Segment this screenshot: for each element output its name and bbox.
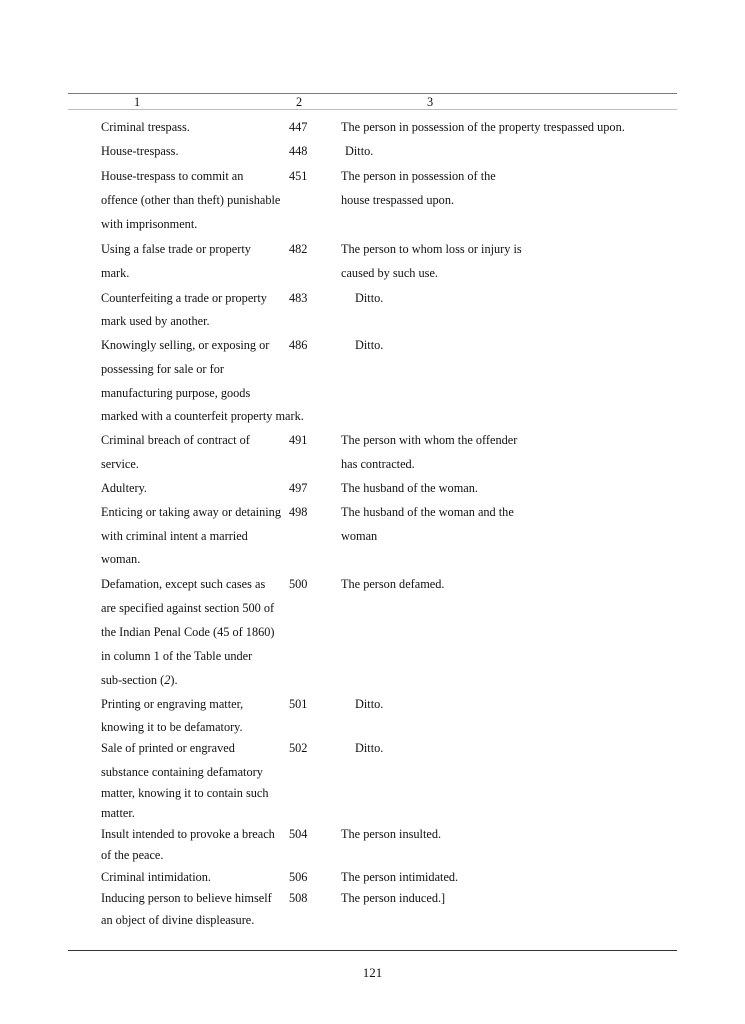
person-line: Ditto. — [355, 741, 384, 755]
section-number: 497 — [289, 481, 308, 495]
offence-line: matter. — [101, 806, 135, 820]
person-line: The person with whom the offender — [341, 433, 518, 447]
person-line: The person induced.] — [341, 891, 446, 905]
offence-line: Using a false trade or property — [101, 242, 251, 256]
offence-line: Sale of printed or engraved — [101, 741, 235, 755]
person-line: The person defamed. — [341, 577, 445, 591]
offence-line: are specified against section 500 of — [101, 601, 275, 615]
person-line: The person to whom loss or injury is — [341, 242, 522, 256]
column-header-3: 3 — [427, 95, 434, 109]
section-number: 483 — [289, 291, 308, 305]
offence-line: Printing or engraving matter, — [101, 697, 244, 711]
offence-line: Inducing person to believe himself — [101, 891, 272, 905]
section-number: 506 — [289, 870, 308, 884]
person-line: woman — [341, 529, 378, 543]
header-rule — [68, 109, 677, 110]
offence-line: Criminal trespass. — [101, 120, 190, 134]
person-line: caused by such use. — [341, 266, 438, 280]
offence-line: Enticing or taking away or detaining — [101, 505, 281, 519]
offence-line: an object of divine displeasure. — [101, 913, 255, 927]
column-header-2: 2 — [296, 95, 303, 109]
offence-line: Insult intended to provoke a breach — [101, 827, 275, 841]
offence-line: in column 1 of the Table under — [101, 649, 253, 663]
offence-line: sub-section (2). — [101, 673, 178, 687]
column-header-1: 1 — [134, 95, 141, 109]
person-line: The husband of the woman. — [341, 481, 478, 495]
person-line: The person in possession of the property trespassed upon. — [341, 120, 625, 134]
offence-line: Criminal breach of contract of — [101, 433, 250, 447]
offence-line: substance containing defamatory — [101, 765, 263, 779]
offence-line: of the peace. — [101, 848, 164, 862]
section-number: 500 — [289, 577, 308, 591]
offence-line: mark. — [101, 266, 130, 280]
bottom-rule — [68, 950, 677, 951]
offence-line: Counterfeiting a trade or property — [101, 291, 267, 305]
offence-line: woman. — [101, 552, 141, 566]
section-number: 504 — [289, 827, 308, 841]
person-line: Ditto. — [355, 338, 384, 352]
offence-line: mark used by another. — [101, 314, 210, 328]
offence-line: matter, knowing it to contain such — [101, 786, 269, 800]
person-line: The person in possession of the — [341, 169, 496, 183]
offence-line: Criminal intimidation. — [101, 870, 211, 884]
offence-line: possessing for sale or for — [101, 362, 224, 376]
section-number: 491 — [289, 433, 308, 447]
section-number: 451 — [289, 169, 308, 183]
page-number: 121 — [362, 965, 383, 980]
person-line: The person insulted. — [341, 827, 442, 841]
section-number: 482 — [289, 242, 308, 256]
offence-line: manufacturing purpose, goods — [101, 386, 251, 400]
offence-line: House-trespass. — [101, 144, 179, 158]
offence-line: knowing it to be defamatory. — [101, 720, 243, 734]
person-line: The person intimidated. — [341, 870, 459, 884]
section-number: 502 — [289, 741, 308, 755]
section-number: 498 — [289, 505, 308, 519]
offence-line: Knowingly selling, or exposing or — [101, 338, 270, 352]
offence-line: offence (other than theft) punishable — [101, 193, 281, 207]
section-number: 448 — [289, 144, 308, 158]
offence-line: Adultery. — [101, 481, 147, 495]
person-line: Ditto. — [355, 291, 384, 305]
section-number: 486 — [289, 338, 308, 352]
table-top-rule — [68, 93, 677, 94]
person-line: house trespassed upon. — [341, 193, 455, 207]
person-line: Ditto. — [345, 144, 374, 158]
section-number: 447 — [289, 120, 308, 134]
offence-line: with imprisonment. — [101, 217, 198, 231]
offence-line: Defamation, except such cases as — [101, 577, 266, 591]
offence-line: the Indian Penal Code (45 of 1860) — [101, 625, 275, 639]
person-line: The husband of the woman and the — [341, 505, 514, 519]
person-line: has contracted. — [341, 457, 415, 471]
offence-line: service. — [101, 457, 139, 471]
offence-line: with criminal intent a married — [101, 529, 248, 543]
offence-line: marked with a counterfeit property mark. — [101, 409, 304, 423]
section-number: 508 — [289, 891, 308, 905]
section-number: 501 — [289, 697, 308, 711]
person-line: Ditto. — [355, 697, 384, 711]
offence-line: House-trespass to commit an — [101, 169, 244, 183]
